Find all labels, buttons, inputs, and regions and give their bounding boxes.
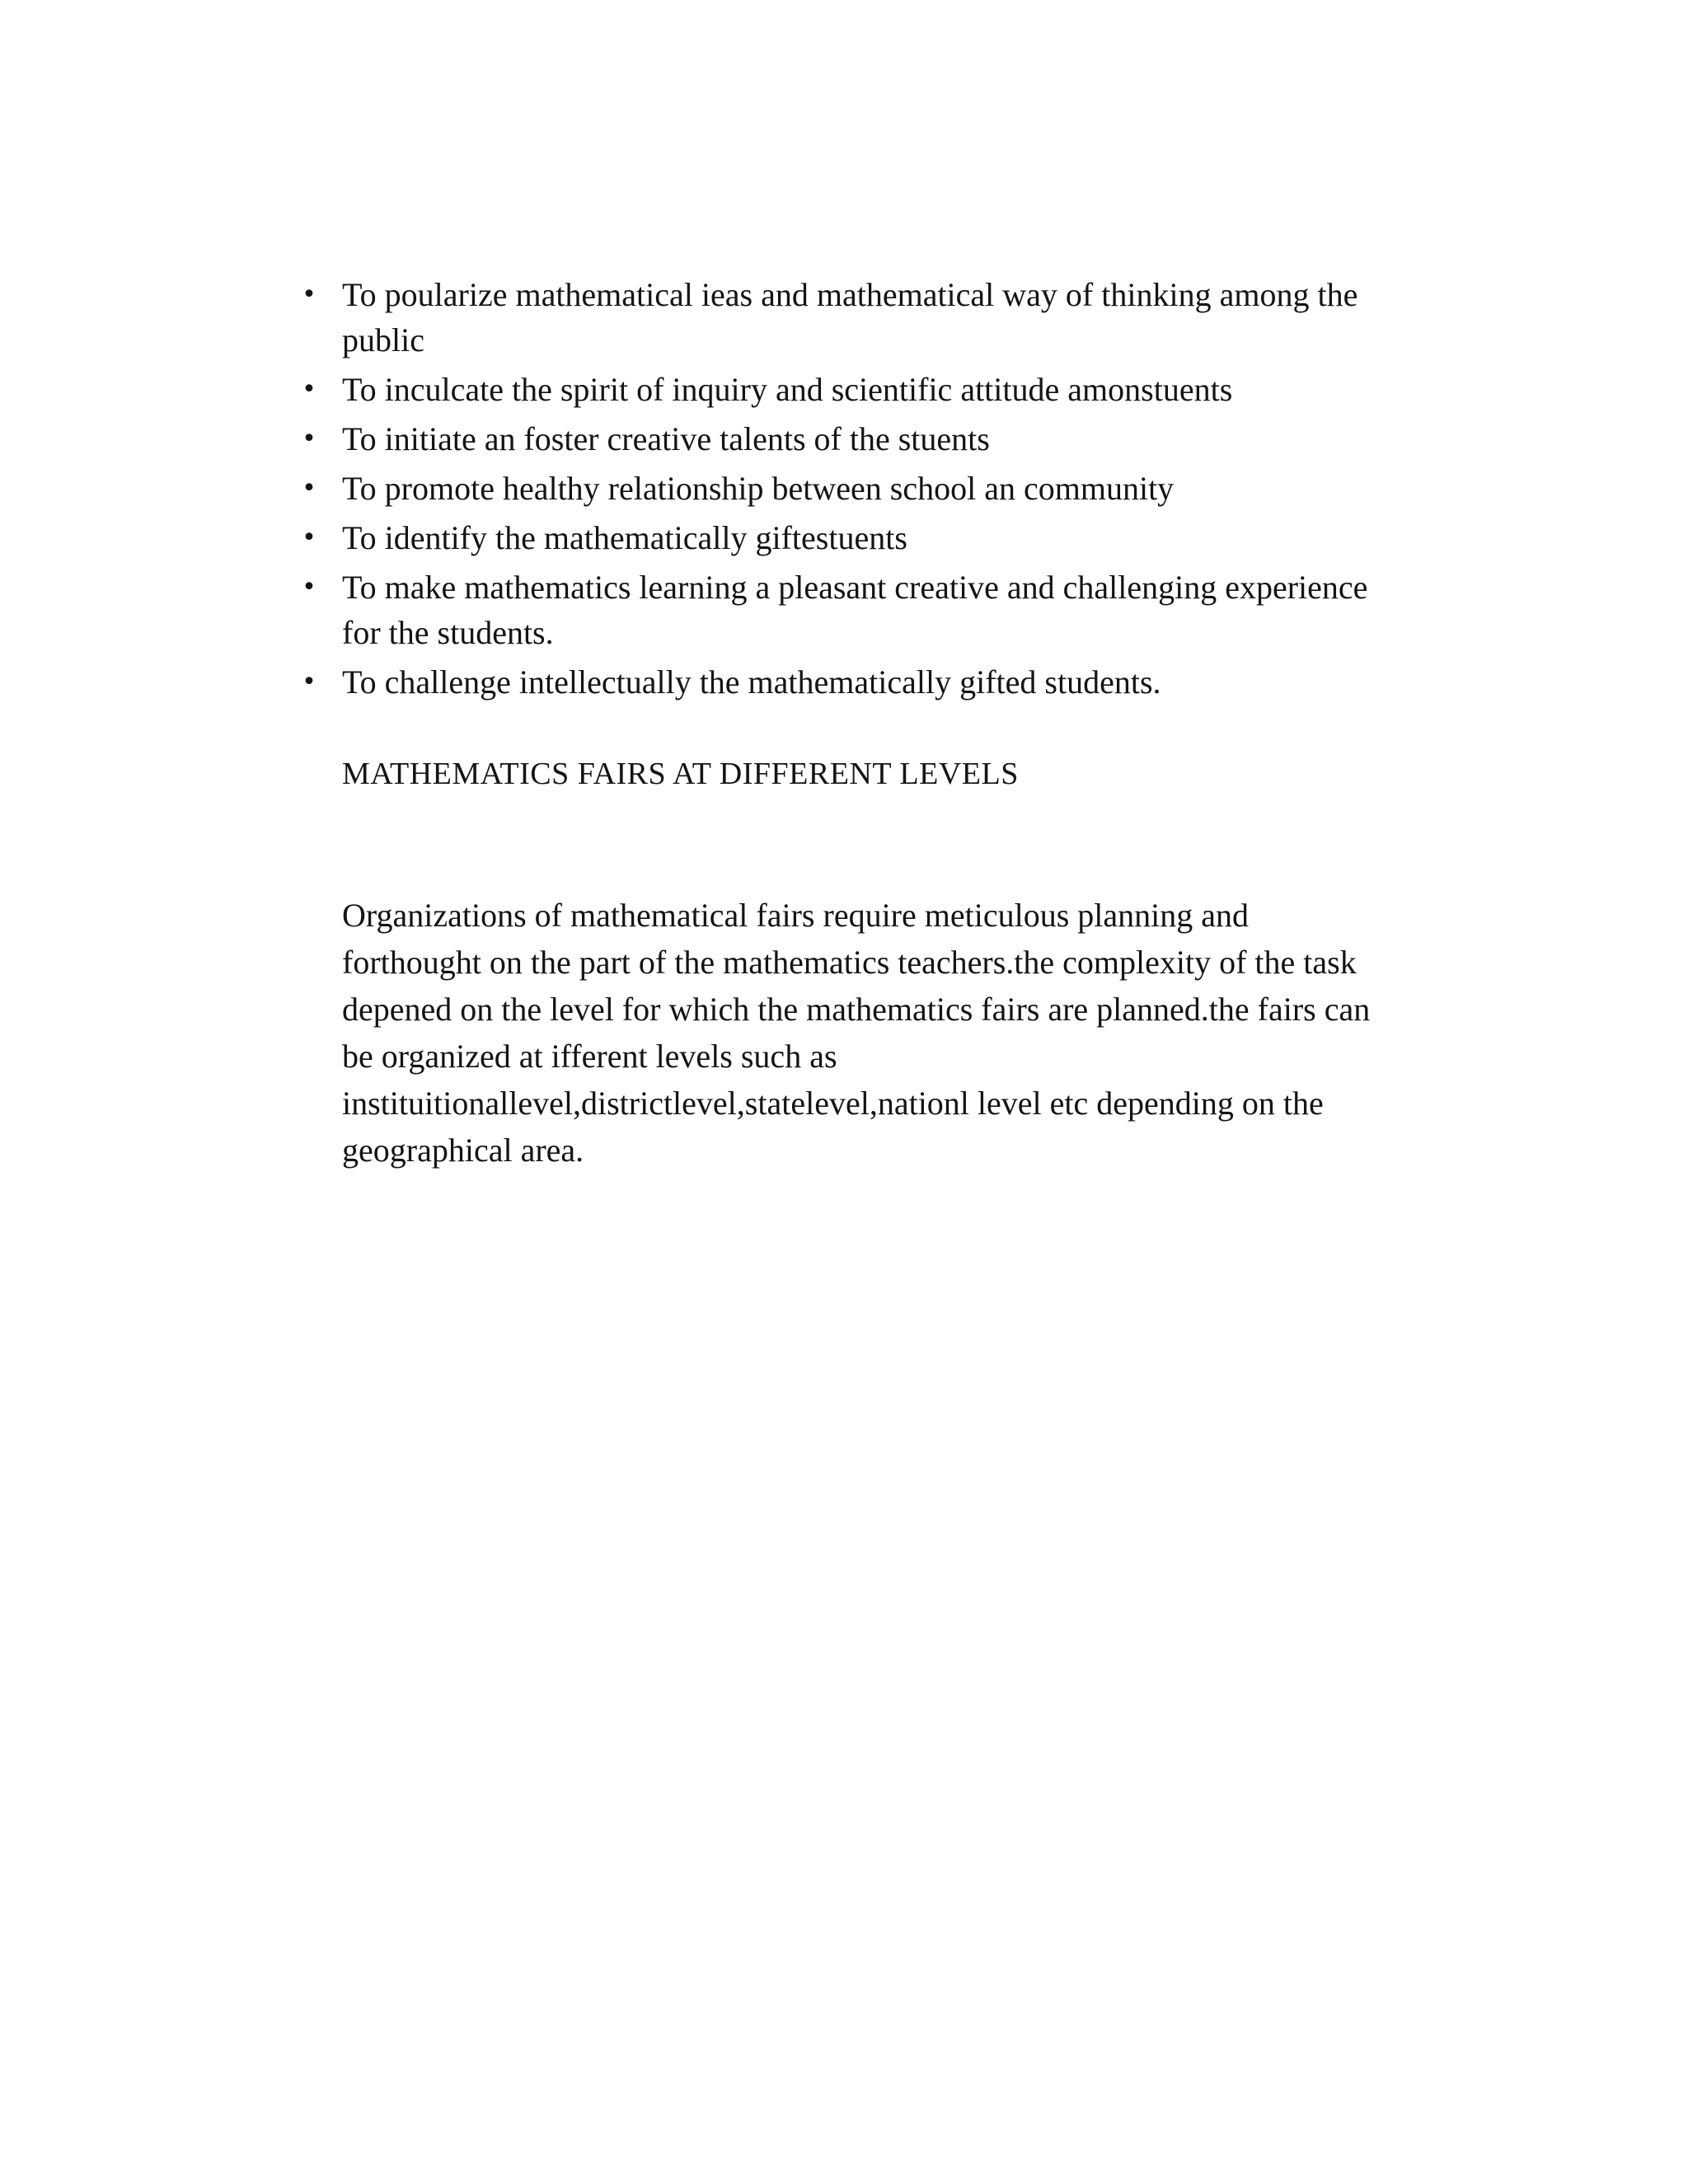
- list-item-text: To make mathematics learning a pleasant creative and challenging experience: [342, 569, 1368, 606]
- list-item-text: for the students.: [342, 614, 554, 651]
- bullet-icon: •: [302, 280, 316, 309]
- list-item-text: To identify the mathematically giftestuents: [342, 519, 907, 556]
- list-item: [302, 367, 1479, 412]
- paragraph-line: Organizations of mathematical fairs require meticulous planning and: [342, 897, 1250, 934]
- paragraph-line: instituitionallevel,districtlevel,statelevel,nationl level etc depending on the: [342, 1085, 1324, 1122]
- list-item: [302, 565, 1479, 655]
- list-item-text: To challenge intellectually the mathematically gifted students.: [342, 663, 1161, 701]
- list-item-text: To initiate an foster creative talents of the stuents: [342, 420, 990, 457]
- list-item: [302, 659, 1479, 705]
- bullet-icon: •: [302, 523, 316, 552]
- list-item: [302, 272, 1479, 363]
- section-heading: MATHEMATICS FAIRS AT DIFFERENT LEVELS: [342, 757, 1019, 791]
- list-item: [302, 416, 1479, 462]
- list-item-text: To inculcate the spirit of inquiry and scientific attitude amonstuents: [342, 371, 1233, 408]
- paragraph-line: be organized at ifferent levels such as: [342, 1038, 837, 1075]
- bullet-icon: •: [302, 668, 316, 696]
- list-item-text: To promote healthy relationship between school an community: [342, 470, 1175, 507]
- bullet-icon: •: [302, 424, 316, 453]
- list-item-text: public: [342, 321, 424, 359]
- bullet-icon: •: [302, 573, 316, 602]
- paragraph-line: depened on the level for which the mathematics fairs are planned.the fairs can: [342, 991, 1371, 1028]
- list-item: [302, 515, 1479, 560]
- bullet-icon: •: [302, 375, 316, 404]
- paragraph-line: geographical area.: [342, 1132, 584, 1169]
- list-item: [302, 466, 1479, 511]
- objectives-list: [302, 272, 1479, 709]
- list-item-text: To poularize mathematical ieas and mathematical way of thinking among the: [342, 276, 1358, 313]
- paragraph-line: forthought on the part of the mathematics teachers.the complexity of the task: [342, 944, 1357, 981]
- bullet-icon: •: [302, 474, 316, 503]
- body-paragraph: [342, 892, 1463, 1174]
